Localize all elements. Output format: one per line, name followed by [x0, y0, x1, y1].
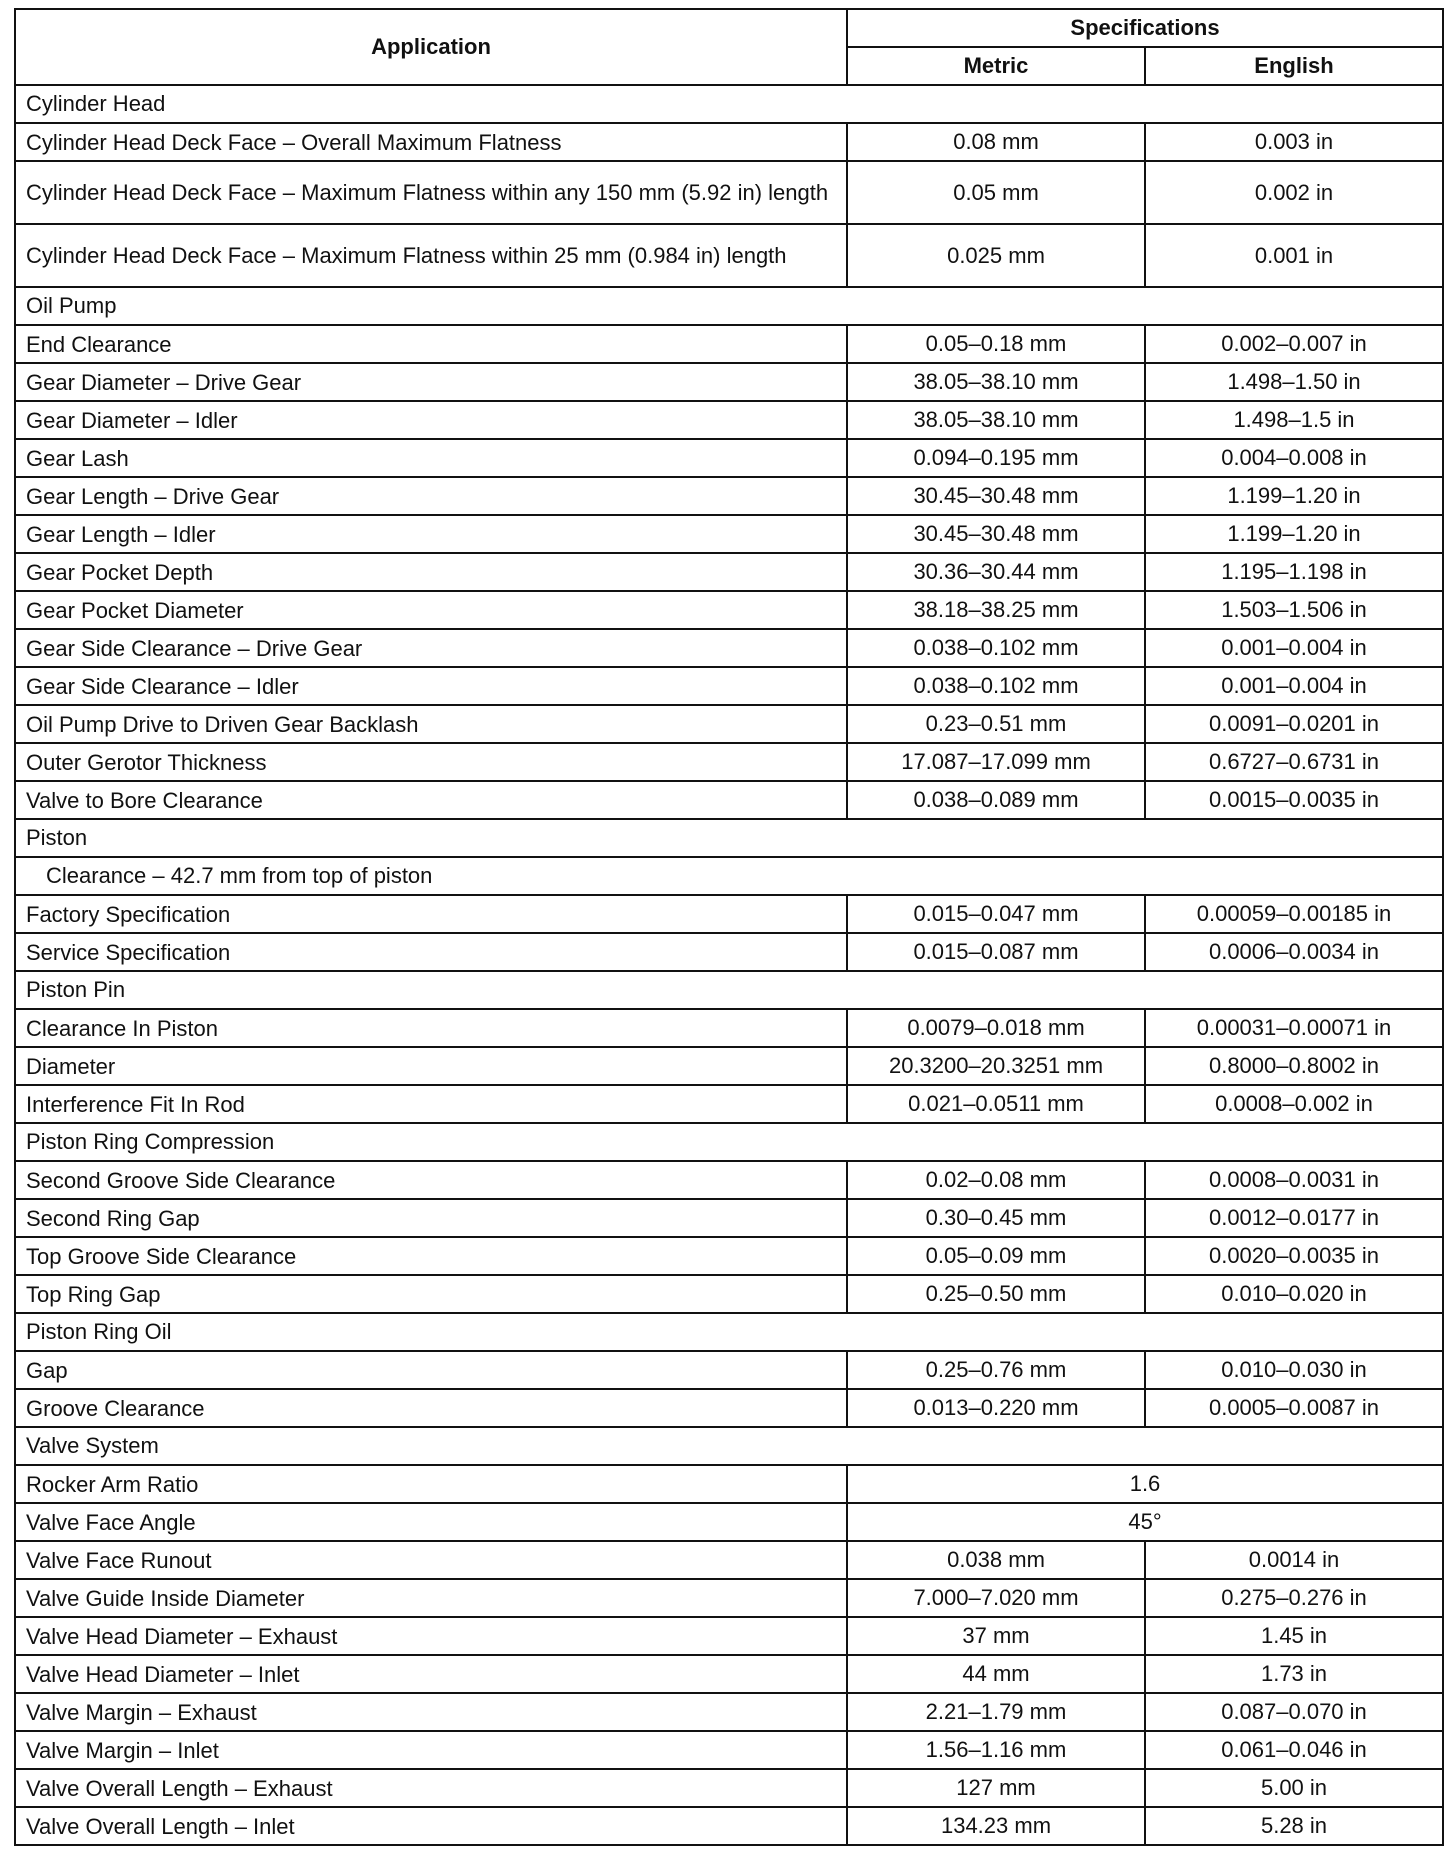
table-row	[15, 553, 1443, 591]
table-row	[15, 1161, 1443, 1199]
table-row	[15, 161, 1443, 224]
english-value-cell: 0.0005–0.0087 in	[1145, 1389, 1443, 1427]
metric-value-cell: 0.094–0.195 mm	[847, 439, 1145, 477]
english-value-cell: 1.195–1.198 in	[1145, 553, 1443, 591]
english-value-cell: 0.0008–0.002 in	[1145, 1085, 1443, 1123]
table-row	[15, 667, 1443, 705]
section-title: Valve System	[15, 1427, 1443, 1465]
metric-value-cell: 0.05–0.18 mm	[847, 325, 1145, 363]
application-cell: Valve Face Angle	[15, 1503, 847, 1541]
table-row	[15, 224, 1443, 287]
table-row	[15, 1237, 1443, 1275]
metric-value-cell: 0.038 mm	[847, 1541, 1145, 1579]
section-row	[15, 1123, 1443, 1161]
table-row	[15, 1465, 1443, 1503]
table-row	[15, 1389, 1443, 1427]
english-value-cell: 0.0012–0.0177 in	[1145, 1199, 1443, 1237]
application-cell: Gear Length – Drive Gear	[15, 477, 847, 515]
metric-value-cell: 127 mm	[847, 1769, 1145, 1807]
table-row	[15, 477, 1443, 515]
table-row	[15, 1009, 1443, 1047]
section-row	[15, 1427, 1443, 1465]
english-value-cell: 1.199–1.20 in	[1145, 515, 1443, 553]
english-value-cell: 0.087–0.070 in	[1145, 1693, 1443, 1731]
metric-value-cell: 0.25–0.50 mm	[847, 1275, 1145, 1313]
table-row	[15, 1503, 1443, 1541]
metric-value-cell: 17.087–17.099 mm	[847, 743, 1145, 781]
metric-value-cell: 30.45–30.48 mm	[847, 477, 1145, 515]
metric-value-cell: 20.3200–20.3251 mm	[847, 1047, 1145, 1085]
application-cell: Factory Specification	[15, 895, 847, 933]
application-cell: Interference Fit In Rod	[15, 1085, 847, 1123]
application-cell: Top Ring Gap	[15, 1275, 847, 1313]
english-value-cell: 0.00059–0.00185 in	[1145, 895, 1443, 933]
application-cell: Service Specification	[15, 933, 847, 971]
application-cell: Groove Clearance	[15, 1389, 847, 1427]
metric-value-cell: 38.05–38.10 mm	[847, 363, 1145, 401]
application-cell: Valve Margin – Exhaust	[15, 1693, 847, 1731]
application-cell: Diameter	[15, 1047, 847, 1085]
application-cell: Gear Length – Idler	[15, 515, 847, 553]
metric-value-cell: 38.05–38.10 mm	[847, 401, 1145, 439]
application-cell: Gear Pocket Diameter	[15, 591, 847, 629]
english-value-cell: 5.28 in	[1145, 1807, 1443, 1845]
table-row	[15, 705, 1443, 743]
english-value-cell: 0.0091–0.0201 in	[1145, 705, 1443, 743]
combined-value-cell: 45°	[847, 1503, 1443, 1541]
table-row	[15, 781, 1443, 819]
section-row	[15, 819, 1443, 857]
application-cell: Gear Lash	[15, 439, 847, 477]
english-value-cell: 1.498–1.50 in	[1145, 363, 1443, 401]
section-title: Piston Ring Compression	[15, 1123, 1443, 1161]
application-cell: Cylinder Head Deck Face – Overall Maximum Flatness	[15, 123, 847, 161]
english-value-cell: 0.002–0.007 in	[1145, 325, 1443, 363]
metric-value-cell: 0.038–0.102 mm	[847, 629, 1145, 667]
metric-value-cell: 0.025 mm	[847, 224, 1145, 287]
table-row	[15, 1731, 1443, 1769]
application-cell: Valve Face Runout	[15, 1541, 847, 1579]
metric-value-cell: 7.000–7.020 mm	[847, 1579, 1145, 1617]
english-value-cell: 0.003 in	[1145, 123, 1443, 161]
section-title: Piston Ring Oil	[15, 1313, 1443, 1351]
table-row	[15, 1275, 1443, 1313]
english-value-cell: 1.73 in	[1145, 1655, 1443, 1693]
english-value-cell: 0.001–0.004 in	[1145, 667, 1443, 705]
table-row	[15, 1351, 1443, 1389]
application-cell: Cylinder Head Deck Face – Maximum Flatness within any 150 mm (5.92 in) length	[15, 161, 847, 224]
application-cell: Gear Diameter – Idler	[15, 401, 847, 439]
english-value-cell: 0.00031–0.00071 in	[1145, 1009, 1443, 1047]
application-cell: Top Groove Side Clearance	[15, 1237, 847, 1275]
application-cell: Valve Overall Length – Inlet	[15, 1807, 847, 1845]
metric-value-cell: 2.21–1.79 mm	[847, 1693, 1145, 1731]
metric-value-cell: 0.015–0.087 mm	[847, 933, 1145, 971]
english-value-cell: 0.004–0.008 in	[1145, 439, 1443, 477]
metric-value-cell: 0.038–0.089 mm	[847, 781, 1145, 819]
metric-value-cell: 0.02–0.08 mm	[847, 1161, 1145, 1199]
combined-value-cell: 1.6	[847, 1465, 1443, 1503]
subsection-row	[15, 857, 1443, 895]
metric-value-cell: 0.08 mm	[847, 123, 1145, 161]
application-cell: Clearance In Piston	[15, 1009, 847, 1047]
header-row-top	[15, 9, 1443, 47]
table-row	[15, 743, 1443, 781]
application-cell: Gear Side Clearance – Idler	[15, 667, 847, 705]
metric-value-cell: 0.25–0.76 mm	[847, 1351, 1145, 1389]
application-cell: Valve Head Diameter – Exhaust	[15, 1617, 847, 1655]
metric-value-cell: 44 mm	[847, 1655, 1145, 1693]
table-row	[15, 1769, 1443, 1807]
application-cell: Gear Diameter – Drive Gear	[15, 363, 847, 401]
table-row	[15, 439, 1443, 477]
subsection-title: Clearance – 42.7 mm from top of piston	[15, 857, 1443, 895]
table-row	[15, 123, 1443, 161]
metric-value-cell: 0.015–0.047 mm	[847, 895, 1145, 933]
application-cell: Outer Gerotor Thickness	[15, 743, 847, 781]
english-value-cell: 0.010–0.020 in	[1145, 1275, 1443, 1313]
english-value-cell: 0.8000–0.8002 in	[1145, 1047, 1443, 1085]
metric-value-cell: 30.36–30.44 mm	[847, 553, 1145, 591]
table-row	[15, 1807, 1443, 1845]
english-header: English	[1145, 47, 1443, 85]
english-value-cell: 0.275–0.276 in	[1145, 1579, 1443, 1617]
metric-value-cell: 0.05–0.09 mm	[847, 1237, 1145, 1275]
metric-value-cell: 0.0079–0.018 mm	[847, 1009, 1145, 1047]
section-title: Cylinder Head	[15, 85, 1443, 123]
metric-value-cell: 0.038–0.102 mm	[847, 667, 1145, 705]
table-row	[15, 401, 1443, 439]
table-row	[15, 325, 1443, 363]
english-value-cell: 0.0014 in	[1145, 1541, 1443, 1579]
application-cell: Rocker Arm Ratio	[15, 1465, 847, 1503]
english-value-cell: 0.6727–0.6731 in	[1145, 743, 1443, 781]
specifications-table	[14, 8, 1444, 1846]
table-row	[15, 515, 1443, 553]
english-value-cell: 1.45 in	[1145, 1617, 1443, 1655]
metric-value-cell: 38.18–38.25 mm	[847, 591, 1145, 629]
table-row	[15, 629, 1443, 667]
application-cell: Valve to Bore Clearance	[15, 781, 847, 819]
metric-value-cell: 0.021–0.0511 mm	[847, 1085, 1145, 1123]
english-value-cell: 0.061–0.046 in	[1145, 1731, 1443, 1769]
english-value-cell: 0.001 in	[1145, 224, 1443, 287]
application-cell: Valve Guide Inside Diameter	[15, 1579, 847, 1617]
application-cell: Gear Pocket Depth	[15, 553, 847, 591]
metric-value-cell: 1.56–1.16 mm	[847, 1731, 1145, 1769]
application-cell: Valve Head Diameter – Inlet	[15, 1655, 847, 1693]
table-row	[15, 1617, 1443, 1655]
metric-value-cell: 37 mm	[847, 1617, 1145, 1655]
application-cell: Oil Pump Drive to Driven Gear Backlash	[15, 705, 847, 743]
metric-value-cell: 0.23–0.51 mm	[847, 705, 1145, 743]
english-value-cell: 1.498–1.5 in	[1145, 401, 1443, 439]
section-title: Piston Pin	[15, 971, 1443, 1009]
application-cell: Valve Overall Length – Exhaust	[15, 1769, 847, 1807]
metric-header: Metric	[847, 47, 1145, 85]
table-row	[15, 363, 1443, 401]
application-cell: Cylinder Head Deck Face – Maximum Flatness within 25 mm (0.984 in) length	[15, 224, 847, 287]
english-value-cell: 0.0015–0.0035 in	[1145, 781, 1443, 819]
metric-value-cell: 0.30–0.45 mm	[847, 1199, 1145, 1237]
specifications-header: Specifications	[847, 9, 1443, 47]
english-value-cell: 0.0006–0.0034 in	[1145, 933, 1443, 971]
table-row	[15, 1199, 1443, 1237]
table-row	[15, 1655, 1443, 1693]
application-cell: Second Groove Side Clearance	[15, 1161, 847, 1199]
application-cell: End Clearance	[15, 325, 847, 363]
metric-value-cell: 30.45–30.48 mm	[847, 515, 1145, 553]
english-value-cell: 0.0008–0.0031 in	[1145, 1161, 1443, 1199]
metric-value-cell: 0.05 mm	[847, 161, 1145, 224]
table-row	[15, 1085, 1443, 1123]
table-row	[15, 1541, 1443, 1579]
metric-value-cell: 0.013–0.220 mm	[847, 1389, 1145, 1427]
english-value-cell: 1.503–1.506 in	[1145, 591, 1443, 629]
application-cell: Second Ring Gap	[15, 1199, 847, 1237]
english-value-cell: 0.010–0.030 in	[1145, 1351, 1443, 1389]
table-row	[15, 1693, 1443, 1731]
english-value-cell: 0.001–0.004 in	[1145, 629, 1443, 667]
section-row	[15, 1313, 1443, 1351]
table-row	[15, 591, 1443, 629]
application-cell: Gear Side Clearance – Drive Gear	[15, 629, 847, 667]
table-row	[15, 1579, 1443, 1617]
table-row	[15, 895, 1443, 933]
english-value-cell: 5.00 in	[1145, 1769, 1443, 1807]
table-row	[15, 1047, 1443, 1085]
application-header: Application	[15, 9, 847, 85]
english-value-cell: 1.199–1.20 in	[1145, 477, 1443, 515]
section-row	[15, 971, 1443, 1009]
table-row	[15, 933, 1443, 971]
section-title: Oil Pump	[15, 287, 1443, 325]
english-value-cell: 0.002 in	[1145, 161, 1443, 224]
section-row	[15, 85, 1443, 123]
section-row	[15, 287, 1443, 325]
application-cell: Gap	[15, 1351, 847, 1389]
specifications-body	[15, 85, 1443, 1845]
section-title: Piston	[15, 819, 1443, 857]
application-cell: Valve Margin – Inlet	[15, 1731, 847, 1769]
english-value-cell: 0.0020–0.0035 in	[1145, 1237, 1443, 1275]
metric-value-cell: 134.23 mm	[847, 1807, 1145, 1845]
